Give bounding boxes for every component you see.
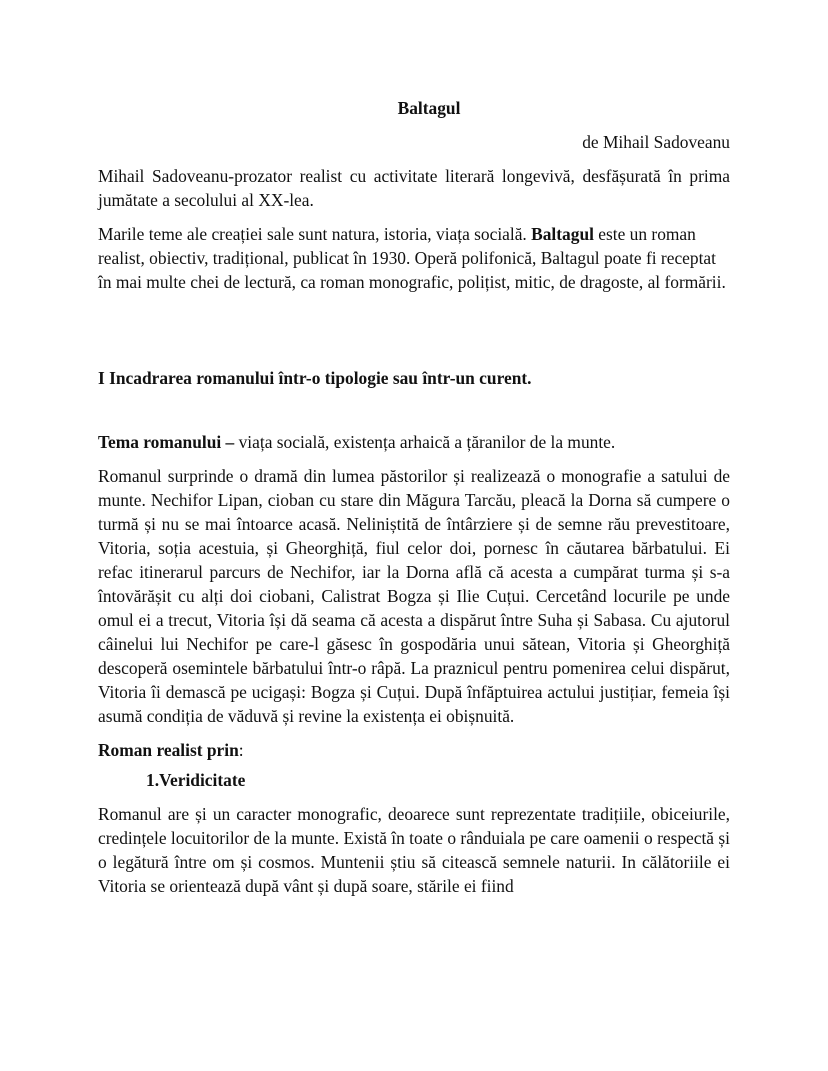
intro-paragraph: Mihail Sadoveanu-prozator realist cu activitate literară longevivă, desfășurată în prima jumătate a secolului al XX-lea. bbox=[98, 166, 730, 210]
summary-paragraph: Romanul surprinde o dramă din lumea păstorilor și realizează o monografie a satului de munte. Nechifor Lipan, cioban cu stare din Măgura Tarcău, pleacă la Dorna să cumpere o turmă și nu se mai întoarce acasă. Neliniștită de întârziere și de semne rău prevestitoare, Vitoria, soția acestuia, și Gheorghiță, fiul celor doi, pornesc în căutarea bărbatului. Ei refac itinerarul parcurs de Nechifor, iar la Dorna află că acesta a cumpărat turma și s-a întovărășit cu alți doi ciobani, Calistrat Bogza și Ilie Cuțui. Cercetând locurile pe unde omul ei a trecut, Vitoria își dă seama că acesta a dispărut între Suha și Sabasa. Cu ajutorul câinelui lui Nechifor pe care-l găsesc în gospodăria unui sătean, Vitoria și Gheorghiță descoperă osemintele bărbatului într-o râpă. La praznicul pentru pomenirea celui dispărut, Vitoria îi demască pe ucigași: Bogza și Cuțui. După înfăptuirea actului justițiar, femeia își asumă condiția de văduvă și revine la existența ei obișnuită. bbox=[98, 466, 730, 726]
tema-label: Tema romanului – bbox=[98, 432, 235, 452]
themes-bold-title: Baltagul bbox=[531, 224, 594, 244]
document-author: de Mihail Sadoveanu bbox=[582, 132, 730, 152]
themes-paragraph bbox=[98, 222, 730, 294]
roman-realist-heading bbox=[98, 738, 730, 762]
veridicitate-paragraph: Romanul are și un caracter monografic, deoarece sunt reprezentate tradițiile, obiceiurile, credințele locuitorilor de la munte. Există în toate o rânduiala pe care oamenii o respectă și o legătură între om și cosmos. Muntenii știu să citească semnele naturii. In călătoriile ei Vitoria se orientează după vânt și după soare, stările ei fiind bbox=[98, 804, 730, 896]
roman-realist-colon: : bbox=[238, 740, 244, 760]
document-title: Baltagul bbox=[397, 98, 461, 118]
themes-text-after: este un roman realist, obiectiv, tradițional, publicat în 1930. Operă polifonică, Baltagul poate fi receptat în mai multe chei de lectură, ca roman monografic, polițist, mitic, de dragoste, al formării. bbox=[98, 224, 726, 292]
themes-text-before: Marile teme ale creației sale sunt natura, istoria, viața socială. bbox=[98, 224, 532, 244]
section-heading: I Incadrarea romanului într-o tipologie sau într-un curent. bbox=[98, 368, 532, 388]
roman-realist-label: Roman realist prin bbox=[98, 740, 239, 760]
tema-text: viața socială, existența arhaică a țăranilor de la munte. bbox=[234, 432, 616, 452]
veridicitate-heading: 1.Veridicitate bbox=[146, 770, 246, 790]
tema-paragraph bbox=[98, 430, 730, 454]
